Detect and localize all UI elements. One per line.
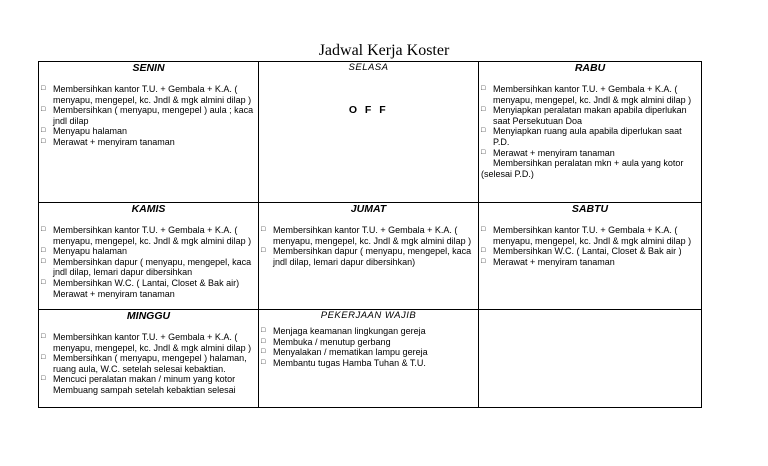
checkbox-bullet-icon: □: [481, 247, 486, 255]
task-item: [261, 358, 476, 369]
cell-minggu: [39, 310, 259, 408]
checkbox-bullet-icon: □: [481, 148, 486, 156]
day-heading-senin: SENIN: [132, 62, 165, 74]
task-text: Membersihkan kantor T.U. + Gembala + K.A. ( menyapu, mengepel, kc. Jndl & mgk almini dilap ): [493, 225, 692, 246]
task-text: Mencuci peralatan makan / minum yang kotor: [53, 374, 236, 385]
task-text: Membersihkan W.C. ( Lantai, Closet & Bak air ): [493, 246, 682, 257]
task-item: [41, 374, 256, 385]
checkbox-bullet-icon: □: [261, 337, 266, 345]
task-item: [261, 337, 476, 348]
cell-senin: [39, 62, 259, 203]
table-row: [39, 310, 702, 408]
checkbox-bullet-icon: □: [41, 375, 46, 383]
task-text: Menyapu halaman: [53, 126, 128, 137]
checkbox-bullet-icon: □: [261, 247, 266, 255]
task-item: [481, 105, 699, 126]
day-heading-selasa: SELASA: [348, 62, 389, 73]
checkbox-bullet-icon: □: [481, 257, 486, 265]
day-heading-sabtu: SABTU: [571, 203, 609, 215]
task-text: Menyiapkan peralatan makan apabila diperlukan saat Persekutuan Doa: [493, 105, 687, 126]
task-item: [41, 257, 256, 278]
task-item: [41, 126, 256, 137]
task-item: [41, 84, 256, 105]
cell-kamis: [39, 203, 259, 310]
task-item: [481, 257, 699, 268]
checkbox-bullet-icon: □: [41, 333, 46, 340]
task-text: Menyapu halaman: [53, 246, 128, 257]
task-item: [41, 225, 256, 246]
checkbox-bullet-icon: □: [41, 257, 46, 265]
task-item: [261, 246, 476, 267]
task-list-kamis: [41, 225, 256, 289]
task-list-minggu: [41, 332, 256, 385]
task-note-kamis: Merawat + menyiram tanaman: [53, 288, 175, 299]
off-label: O F F: [348, 104, 389, 116]
task-list-senin: [41, 84, 256, 148]
task-list-jumat: [261, 225, 476, 267]
page-title: Jadwal Kerja Koster: [318, 42, 450, 59]
task-item: [41, 353, 256, 374]
task-text: Membersihkan ( menyapu, mengepel ) aula ; kaca jndl dilap: [53, 105, 254, 126]
day-heading-kamis: KAMIS: [131, 203, 166, 215]
task-list-sabtu: [481, 225, 699, 267]
checkbox-bullet-icon: □: [481, 127, 486, 135]
checkbox-bullet-icon: □: [41, 85, 46, 92]
checkbox-bullet-icon: □: [41, 247, 46, 255]
checkbox-bullet-icon: □: [481, 85, 486, 92]
task-text: Merawat + menyiram tanaman: [493, 147, 615, 158]
task-item: [41, 246, 256, 257]
task-item: [481, 148, 699, 159]
task-text: Membersihkan dapur ( menyapu, mengepel, kaca jndl dilap, lemari dapur dibersihkan): [273, 246, 472, 267]
task-item: [41, 137, 256, 148]
cell-selasa: [259, 62, 479, 203]
task-item: [261, 225, 476, 246]
task-text: Membantu tugas Hamba Tuhan & T.U.: [273, 357, 426, 368]
checkbox-bullet-icon: □: [41, 226, 46, 233]
task-note-minggu: Membuang sampah setelah kebaktian selesai: [53, 384, 236, 395]
cell-jumat: [259, 203, 479, 310]
task-list-rabu: [481, 84, 699, 158]
table-row: [39, 62, 702, 203]
task-text: Membersihkan kantor T.U. + Gembala + K.A. ( menyapu, mengepel, kc. Jndl & mgk almini dilap ): [53, 332, 252, 353]
task-text: Menyiapkan ruang aula apabila diperlukan saat P.D.: [493, 126, 682, 147]
task-item: [481, 126, 699, 147]
task-text: Menyalakan / mematikan lampu gereja: [273, 347, 428, 358]
checkbox-bullet-icon: □: [261, 327, 266, 334]
task-list-wajib: [261, 326, 476, 368]
day-heading-rabu: RABU: [574, 62, 606, 74]
task-item: [41, 332, 256, 353]
task-note-rabu: Membersihkan peralatan mkn + aula yang kotor (selesai P.D.): [481, 158, 684, 179]
checkbox-bullet-icon: □: [41, 106, 46, 114]
cell-rabu: [479, 62, 702, 203]
task-item: [41, 278, 256, 289]
checkbox-bullet-icon: □: [481, 106, 486, 114]
heading-pekerjaan-wajib: PEKERJAAN WAJIB: [320, 310, 417, 321]
task-text: Membersihkan kantor T.U. + Gembala + K.A. ( menyapu, mengepel, kc. Jndl & mgk almini dilap ): [53, 84, 252, 105]
task-item: [41, 105, 256, 126]
task-item: [481, 84, 699, 105]
day-heading-minggu: MINGGU: [126, 310, 171, 322]
task-text: Membersihkan kantor T.U. + Gembala + K.A. ( menyapu, mengepel, kc. Jndl & mgk almini dilap ): [53, 225, 252, 246]
checkbox-bullet-icon: □: [261, 348, 266, 356]
task-text: Membersihkan kantor T.U. + Gembala + K.A. ( menyapu, mengepel, kc. Jndl & mgk almini dilap ): [493, 84, 692, 105]
day-heading-jumat: JUMAT: [350, 203, 387, 215]
task-text: Membersihkan kantor T.U. + Gembala + K.A. ( menyapu, mengepel, kc. Jndl & mgk almini dilap ): [273, 225, 472, 246]
table-row: [39, 203, 702, 310]
task-text: Membersihkan ( menyapu, mengepel ) halaman, ruang aula, W.C. setelah selesai kebaktian.: [53, 353, 247, 374]
task-text: Merawat + menyiram tanaman: [493, 256, 615, 267]
checkbox-bullet-icon: □: [41, 354, 46, 362]
checkbox-bullet-icon: □: [41, 127, 46, 135]
task-item: [261, 347, 476, 358]
task-item: [481, 225, 699, 246]
task-text: Membersihkan W.C. ( Lantai, Closet & Bak air): [53, 277, 240, 288]
task-item: [481, 246, 699, 257]
task-text: Menjaga keamanan lingkungan gereja: [273, 326, 426, 336]
task-item: [261, 326, 476, 337]
cell-empty: [479, 310, 702, 408]
checkbox-bullet-icon: □: [41, 278, 46, 286]
cell-sabtu: [479, 203, 702, 310]
checkbox-bullet-icon: □: [261, 226, 266, 233]
checkbox-bullet-icon: □: [41, 137, 46, 145]
task-text: Merawat + menyiram tanaman: [53, 136, 175, 147]
schedule-table: [38, 61, 702, 408]
checkbox-bullet-icon: □: [261, 358, 266, 366]
task-text: Membuka / menutup gerbang: [273, 336, 391, 347]
cell-pekerjaan-wajib: [259, 310, 479, 408]
task-text: Membersihkan dapur ( menyapu, mengepel, kaca jndl dilap, lemari dapur dibersihkan: [53, 256, 252, 278]
checkbox-bullet-icon: □: [481, 226, 486, 233]
